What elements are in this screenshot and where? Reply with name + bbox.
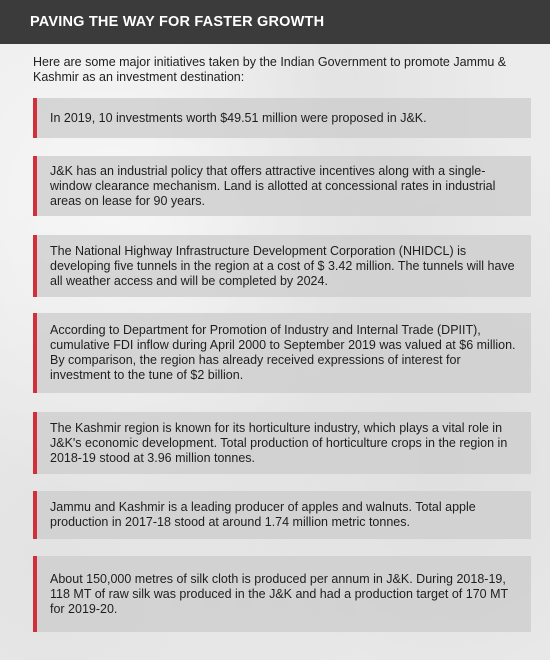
initiative-card [33,98,531,138]
initiative-text: Jammu and Kashmir is a leading producer of apples and walnuts. Total apple production in 2017-18 stood at around 1.74 million metric tonnes. [50,500,476,529]
initiative-text: About 150,000 metres of silk cloth is produced per annum in J&K. During 2018-19, 118 MT of raw silk was produced in the J&K and had a production target of 170 MT for 2019-20. [50,571,508,616]
initiative-text: The Kashmir region is known for its horticulture industry, which plays a vital role in J&K's economic development. Total production of horticulture crops in the region in 2018-19 stood at 3.96 million tonnes. [50,420,508,465]
page-title: PAVING THE WAY FOR FASTER GROWTH [30,14,325,30]
initiative-card [33,491,531,539]
initiative-text: J&K has an industrial policy that offers attractive incentives along with a single-window clearance mechanism. Land is allotted at concessional rates in industrial areas on lease for 90 years. [50,163,496,208]
initiative-text: The National Highway Infrastructure Development Corporation (NHIDCL) is developing five tunnels in the region at a cost of $ 3.42 million. The tunnels will have all weather access and will be completed by 2024. [50,243,515,288]
intro-text: Here are some major initiatives taken by the Indian Government to promote Jammu & Kashmir as an investment destination: [33,55,507,84]
initiative-text: In 2019, 10 investments worth $49.51 million were proposed in J&K. [50,110,427,125]
initiative-card [33,235,531,297]
initiative-card [33,156,531,216]
initiative-text: According to Department for Promotion of Industry and Internal Trade (DPIIT), cumulative FDI inflow during April 2000 to September 2019 was valued at $6 million. By comparison, the region has already received expressions of interest for investment to the tune of $2 billion. [50,323,516,382]
initiative-card [33,412,531,474]
header-bar [0,0,550,44]
initiative-card [33,313,531,393]
initiative-card [33,556,531,632]
